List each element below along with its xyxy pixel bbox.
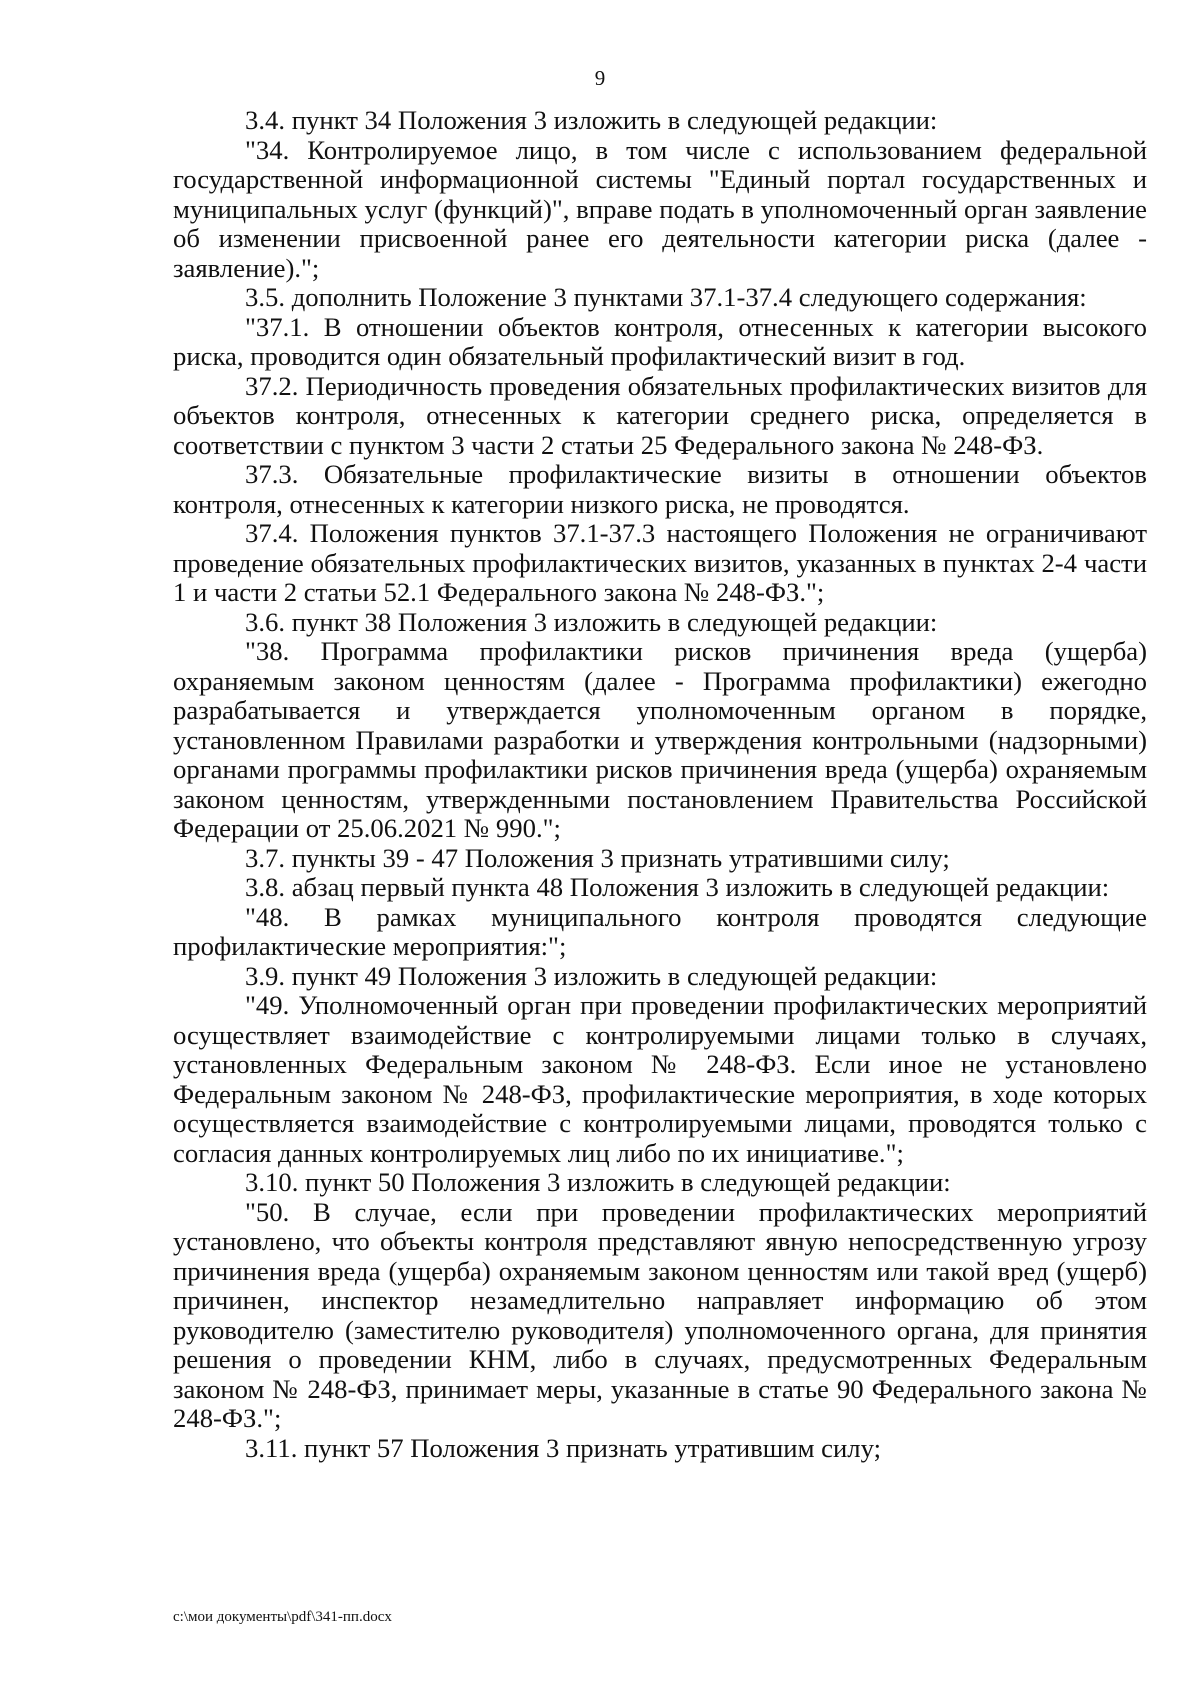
paragraph-3-5: 3.5. дополнить Положение 3 пунктами 37.1-37.4 следующего содержания: bbox=[245, 282, 1087, 312]
paragraph-3-7: 3.7. пункты 39 - 47 Положения 3 признать утратившими силу; bbox=[245, 842, 950, 873]
paragraph-3-6: 3.6. пункт 38 Положения 3 изложить в следующей редакции: bbox=[245, 606, 938, 637]
paragraph-34-text: "34. Контролируемое лицо, в том числе с использованием федеральной государственной информационной системы "Единый портал государственных и муниципальных услуг (функций)", вправе подать в уполномоченный орган заявление об изменении присвоенной ранее его деятельности категории риска (далее - заявление)."; bbox=[173, 134, 1147, 283]
paragraph-50-text: "50. В случае, если при проведении профилактических мероприятий установлено, что объекты контроля представляют явную непосредственную угрозу причинения вреда (ущерба) охраняемым законом ценностям или такой вред (ущерб) причинен, инспектор незамедлительно направляет информацию об этом руководителю (заместителю руководителя) уполномоченного органа, для принятия решения о проведении КНМ, либо в случаях, предусмотренных Федеральным законом № 248-ФЗ, принимает меры, указанные в статье 90 Федерального закона № 248-ФЗ."; bbox=[173, 1196, 1147, 1433]
paragraph-3-4: 3.4. пункт 34 Положения 3 изложить в следующей редакции: bbox=[245, 105, 938, 135]
paragraph-3-9: 3.9. пункт 49 Положения 3 изложить в следующей редакции: bbox=[245, 960, 938, 991]
footer-file-path: c:\мои документы\pdf\341-пп.docx bbox=[173, 1609, 392, 1625]
document-body bbox=[173, 106, 1147, 1463]
paragraph-37-1: "37.1. В отношении объектов контроля, отнесенных к категории высокого риска, проводится один обязательный профилактический визит в год. bbox=[173, 311, 1147, 371]
paragraph-48-text: "48. В рамках муниципального контроля проводятся следующие профилактические мероприятия:"; bbox=[173, 901, 1147, 961]
paragraph-37-3: 37.3. Обязательные профилактические визиты в отношении объектов контроля, отнесенных к категории низкого риска, не проводятся. bbox=[173, 459, 1147, 519]
paragraph-38-text: "38. Программа профилактики рисков причинения вреда (ущерба) охраняемым законом ценностям (далее - Программа профилактики) ежегодно разрабатывается и утверждается уполномоченным органом в порядке, установленном Правилами разработки и утверждения контрольными (надзорными) органами программы профилактики рисков причинения вреда (ущерба) охраняемым законом ценностям, утвержденными постановлением Правительства Российской Федерации от 25.06.2021 № 990."; bbox=[173, 636, 1147, 843]
page-number: 9 bbox=[594, 66, 606, 90]
paragraph-3-11: 3.11. пункт 57 Положения 3 признать утратившим силу; bbox=[245, 1432, 882, 1463]
paragraph-37-2: 37.2. Периодичность проведения обязательных профилактических визитов для объектов контроля, отнесенных к категории среднего риска, определяется в соответствии с пунктом 3 части 2 статьи 25 Федерального закона № 248-ФЗ. bbox=[173, 370, 1147, 460]
paragraph-49-text: "49. Уполномоченный орган при проведении профилактических мероприятий осуществляет взаимодействие с контролируемыми лицами только в случаях, установленных Федеральным законом № 248-ФЗ. Если иное не установлено Федеральным законом № 248-ФЗ, профилактические мероприятия, в ходе которых осуществляется взаимодействие с контролируемыми лицами, проводятся только с согласия данных контролируемых лиц либо по их инициативе."; bbox=[173, 990, 1147, 1168]
paragraph-37-4: 37.4. Положения пунктов 37.1-37.3 настоящего Положения не ограничивают проведение обязательных профилактических визитов, указанных в пунктах 2-4 части 1 и части 2 статьи 52.1 Федерального закона № 248-ФЗ."; bbox=[173, 518, 1147, 607]
paragraph-3-10: 3.10. пункт 50 Положения 3 изложить в следующей редакции: bbox=[245, 1167, 951, 1197]
paragraph-3-8: 3.8. абзац первый пункта 48 Положения 3 изложить в следующей редакции: bbox=[245, 872, 1110, 902]
